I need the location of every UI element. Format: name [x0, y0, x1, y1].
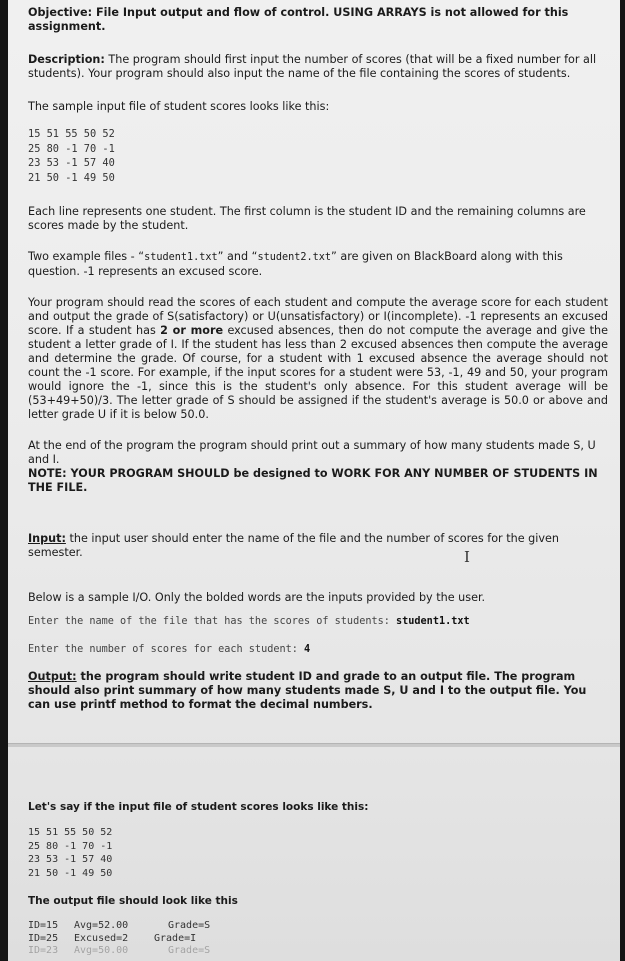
example-files-paragraph: Two example files - “student1.txt” and “student2.txt” are given on BlackBoard along with this question. -1 represents an excused score. [28, 250, 563, 278]
text-cursor-icon: I [464, 548, 470, 566]
main-instructions-paragraph: Your program should read the scores of each student and compute the average score for each student and output the grade of S(satisfactory) or U(unsatisfactory) or I(incomplete). -1 represents an excused score. If a student has 2 or more excused absences, then do not compute the average and give the student a letter grade of I. If the student has less than 2 excused absences then compute the average and determine the grade. Of course, for a student with 1 excused absence the average should not count the -1 score. For example, if the input scores for a student were 53, -1, 49 and 50, your program would ignore the -1, since this is the student's only absence. For this student average will be (53+49+50)/3. The letter grade of S should be assigned if the student's average is 50.0 or above and letter grade U if it is below 50.0. [28, 296, 608, 421]
file-name-1: student1.txt [144, 252, 218, 263]
sample-row: 25 80 -1 70 -1 [28, 142, 115, 155]
description-text: The program should first input the number of scores (that will be a fixed number for all students). Your program should also input the name of the file containing the scores of students. [28, 53, 597, 80]
sample-row: 25 80 -1 70 -1 [28, 840, 113, 852]
output-row: ID=25 Excused=2 Grade=I [28, 932, 197, 944]
second-sample-block [28, 826, 608, 880]
input-label: Input: [28, 532, 66, 545]
user-input-filename: student1.txt [396, 616, 470, 627]
input-section: Input: the input user should enter the name of the file and the number of scores for the given semester. [28, 532, 559, 559]
objective-paragraph [28, 6, 608, 34]
summary-paragraph: At the end of the program the program should print out a summary of how many students made S, U and I. NOTE: YOUR PROGRAM SHOULD be designed to WORK FOR ANY NUMBER OF STUDENTS IN THE FILE. [28, 439, 608, 495]
sample-row: 15 51 55 50 52 [28, 827, 113, 838]
output-row: ID=23 Avg=50.00 Grade=S [28, 945, 211, 956]
prompt-line-1: Enter the name of the file that has the scores of students: student1.txt [28, 616, 470, 627]
output-file-block [28, 920, 608, 958]
objective-label: Objective: [28, 6, 93, 19]
prompt-line-2: Enter the number of scores for each student: 4 [28, 644, 311, 655]
page-divider [8, 743, 620, 747]
sample-row: 23 53 -1 57 40 [28, 157, 115, 169]
sample-io-intro: Below is a sample I/O. Only the bolded words are the inputs provided by the user. [28, 591, 486, 604]
sample-row: 21 50 -1 49 50 [28, 867, 113, 879]
sample-scores-block [28, 127, 608, 185]
objective-text: File Input output and flow of control. USING ARRAYS is not allowed for this assignment. [28, 6, 569, 33]
sample-intro: The sample input file of student scores looks like this: [28, 100, 330, 113]
user-input-count: 4 [304, 644, 311, 655]
second-intro: Let's say if the input file of student scores looks like this: [28, 801, 369, 813]
note-line: NOTE: YOUR PROGRAM SHOULD be designed to WORK FOR ANY NUMBER OF STUDENTS IN THE FILE. [28, 467, 598, 494]
output-intro: The output file should look like this [28, 895, 238, 907]
sample-row: 15 51 55 50 52 [28, 128, 115, 140]
sample-row: 21 50 -1 49 50 [28, 171, 115, 184]
output-section: Output: the program should write student ID and grade to an output file. The program should also print summary of how many students made S, U and I to the output file. You can use printf method to format the decimal numbers. [28, 670, 587, 711]
description-label: Description: [28, 53, 105, 66]
description-paragraph [28, 53, 608, 81]
each-line-paragraph: Each line represents one student. The first column is the student ID and the remaining columns are scores made by the student. [28, 205, 586, 232]
sample-row: 23 53 -1 57 40 [28, 854, 113, 865]
output-row: ID=15 Avg=52.00 Grade=S [28, 920, 211, 931]
file-name-2: student2.txt [257, 252, 332, 263]
document-page [8, 0, 620, 961]
output-label: Output: [28, 670, 77, 683]
